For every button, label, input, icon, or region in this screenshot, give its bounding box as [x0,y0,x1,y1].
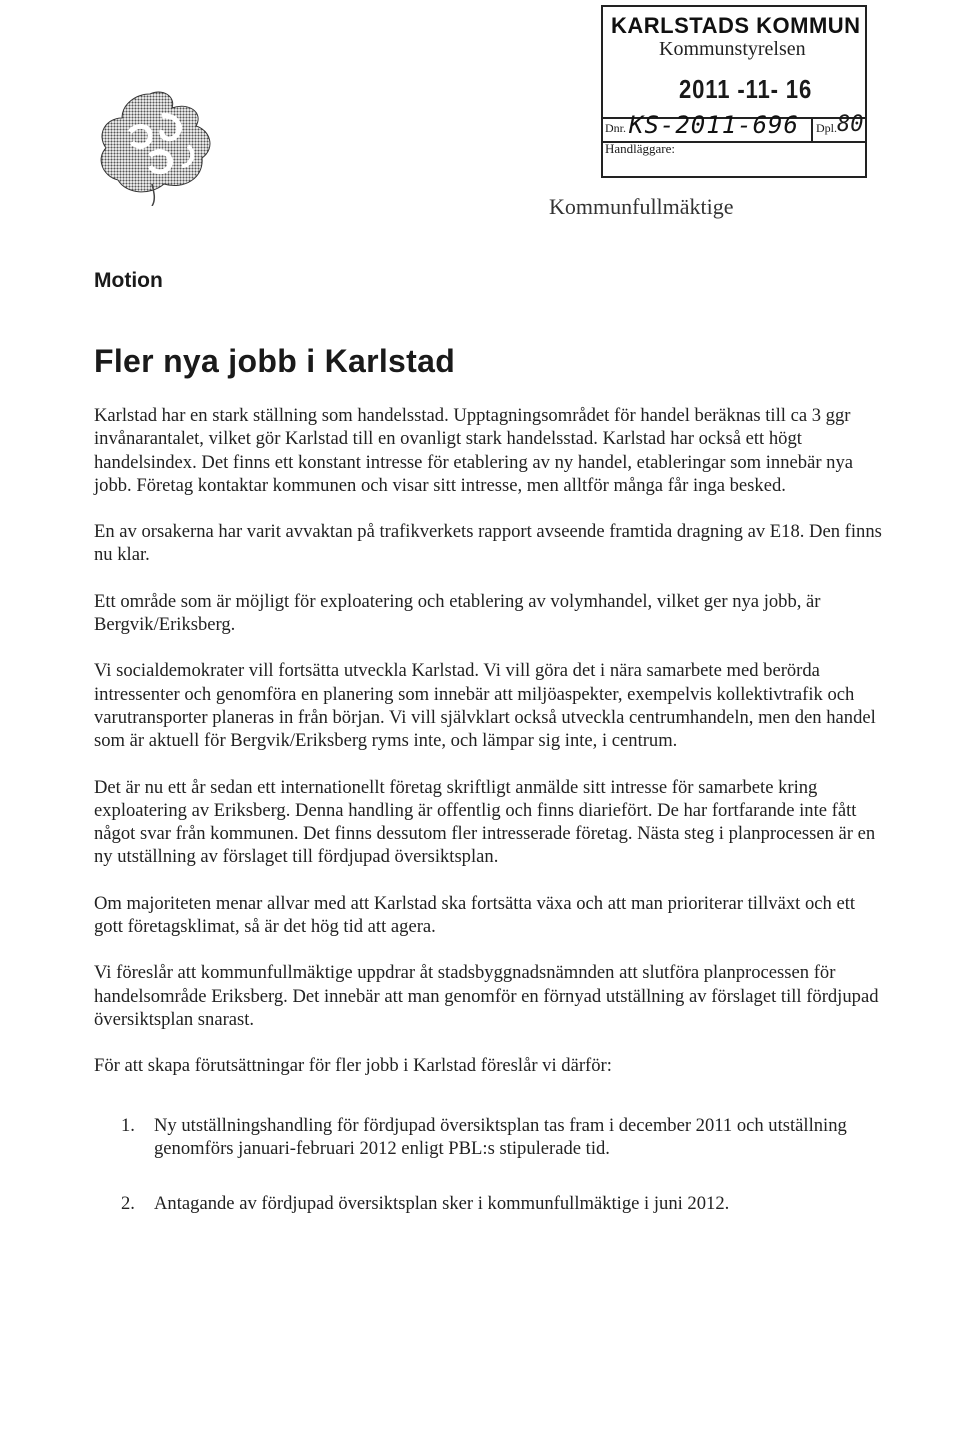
registration-stamp [601,5,867,178]
document-body [94,404,884,1247]
proposal-list [94,1114,884,1216]
list-text: Ny utställningshandling för fördjupad översiktsplan tas fram i december 2011 och utställning genomförs januari-februari 2012 enligt PBL:s stipulerade tid. [154,1114,847,1159]
stamp-department: Kommunstyrelsen [659,38,806,60]
stamp-diary-row [603,111,865,143]
paragraph: Det är nu ett år sedan ett internationellt företag skriftligt anmälde sitt intresse för samarbete kring exploatering av Eriksberg. Denna handling är offentlig och finns diariefört. De har fortfarande inte fått något svar från kommunen. Det finns dessutom fler intresserade företag. Nästa steg i planprocessen är en ny utställning av förslaget till fördjupad översiktsplan. [94,776,876,868]
list-item [94,1192,884,1215]
paragraph: Ett område som är möjligt för exploatering och etablering av volymhandel, vilket ger nya jobb, är Bergvik/Eriksberg. [94,590,821,636]
list-text: Antagande av fördjupad översiktsplan sker i kommunfullmäktige i juni 2012. [154,1193,730,1215]
stamp-dpl-box [811,112,865,141]
list-item [94,1114,884,1161]
party-rose-logo-icon [92,86,228,206]
paragraph: För att skapa förutsättningar för fler jobb i Karlstad föreslår vi därför: [94,1055,612,1077]
stamp-date: 2011 -11- 16 [679,74,813,104]
list-number: 1. [121,1114,135,1136]
list-number: 2. [121,1193,135,1215]
stamp-dnr-label: Dnr. [605,121,626,135]
recipient: Kommunfullmäktige [549,194,734,219]
paragraph: Vi socialdemokrater vill fortsätta utveckla Karlstad. Vi vill göra det i nära samarbete med berörda intressenter och genomföra en planering som innebär att miljöaspekter, exempelvis kollektivtrafik och varutransporter planeras in från början. Vi vill självklart också utveckla centrumhandeln, men den handel som är aktuell för Bergvik/Eriksberg ryms inte, och lämpar sig inte, i centrum. [94,660,876,752]
stamp-dnr-value: KS-2011-696 [629,111,799,139]
paragraph: Karlstad har en stark ställning som handelsstad. Upptagningsområdet för handel beräknas till ca 3 ggr invånarantalet, vilket gör Karlstad till en ovanligt stark handelsstad. Karlstad har också ett högt handelsindex. Det finns ett konstant intresse för etablering av ny handel, etableringar som innebär nya jobb. Företag kontaktar kommunen och visar sitt intresse, men alltför många får inga besked. [94,405,854,496]
stamp-organization: KARLSTADS KOMMUN [611,13,861,38]
paragraph: Vi föreslår att kommunfullmäktige uppdrar åt stadsbyggnadsnämnden att slutföra planprocessen för handelsområde Eriksberg. Det innebär att man genomför en förnyad utställning av förslaget till fördjupad översiktsplan snarast. [94,962,879,1030]
paragraph: Om majoriteten menar allvar med att Karlstad ska fortsätta växa och att man prioriterar tillväxt och ett gott företagsklimat, så är det hög tid att agera. [94,892,856,938]
stamp-dpl-label: Dpl. [816,121,837,135]
document-type: Motion [94,269,163,292]
stamp-dpl-value: 80 [837,112,864,137]
stamp-handlaggare-label: Handläggare: [605,141,676,156]
paragraph: En av orsakerna har varit avvaktan på trafikverkets rapport avseende framtida dragning av E18. Den finns nu klar. [94,521,882,566]
page-title: Fler nya jobb i Karlstad [94,343,456,379]
